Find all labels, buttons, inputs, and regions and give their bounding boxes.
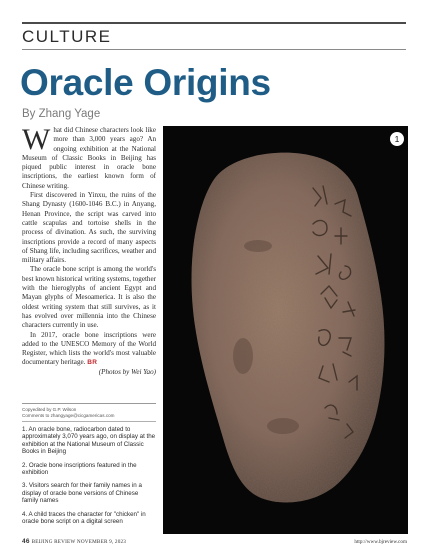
photo-credit: (Photos by Wei Yao) — [98, 367, 156, 376]
article-paragraph: The oracle bone script is among the world's best known historical writing systems, together with the hieroglyphs of ancient Egypt and Mayan glyphs of Mesoamerica. It is also the oldest writing system that still survives, as it has evolved over millennia into the Chinese characters currently in use. — [22, 265, 156, 330]
photo-number-badge: 1 — [390, 132, 404, 146]
caption-item: 3. Visitors search for their family names in a display of oracle bone versions of Chinese family names — [22, 482, 142, 505]
caption-item: 4. A child traces the character for "chicken" in oracle bone script on a digital screen — [22, 510, 146, 526]
section-rule — [22, 49, 406, 50]
section-top-bar — [22, 22, 406, 24]
byline: By Zhang Yage — [22, 108, 101, 120]
copyeditor-credit: Copyedited by G.P. Wilson — [22, 407, 77, 412]
article-paragraph: In 2017, oracle bone inscriptions were added to the UNESCO Memory of the World Register, which lists the world's most valuable documentary heritage. BR — [22, 330, 156, 367]
footer-left — [22, 538, 126, 545]
comments-email: Comments to zhangyage@cicgamericas.com — [22, 413, 115, 418]
copyedit-notes — [22, 407, 115, 419]
article-paragraph: First discovered in Yinxu, the ruins of the Shang Dynasty (1600-1046 B.C.) in Anyang, Henan Province, the script was carved into cattle scapulas and tortoise shells in the process of divination. As such, the surviving inscriptions provide a record of many aspects of Shang life, including sacrifices, weather and military affairs. — [22, 191, 156, 265]
section-label: CULTURE — [22, 27, 112, 46]
page-number: 46 — [22, 538, 30, 545]
oracle-bone-photo — [163, 126, 408, 534]
publication-date: BEIJING REVIEW NOVEMBER 9, 2023 — [31, 539, 127, 545]
caption-item: 1. An oracle bone, radiocarbon dated to approximately 3,070 years ago, on display at the exhibition at the National Museum of Classic Books in Beijing — [22, 426, 156, 456]
caption-rule — [22, 421, 156, 422]
article-paragraph: What did Chinese characters look like more than 3,000 years ago? An ongoing exhibition at the National Museum of Classic Books in Beijing has piqued public interest in oracle bone inscriptions, the earliest known form of Chinese writing. — [22, 123, 156, 190]
article-body — [22, 123, 156, 377]
drop-cap: W — [22, 123, 51, 156]
footer-url: http://www.bjreview.com — [354, 539, 407, 545]
oracle-bone-image — [163, 126, 408, 534]
photo-captions — [22, 426, 156, 531]
br-end-mark: BR — [87, 359, 98, 367]
notes-rule — [22, 403, 156, 404]
headline: Oracle Origins — [20, 62, 271, 103]
caption-item: 2. Oracle bone inscriptions featured in the exhibition — [22, 461, 137, 477]
